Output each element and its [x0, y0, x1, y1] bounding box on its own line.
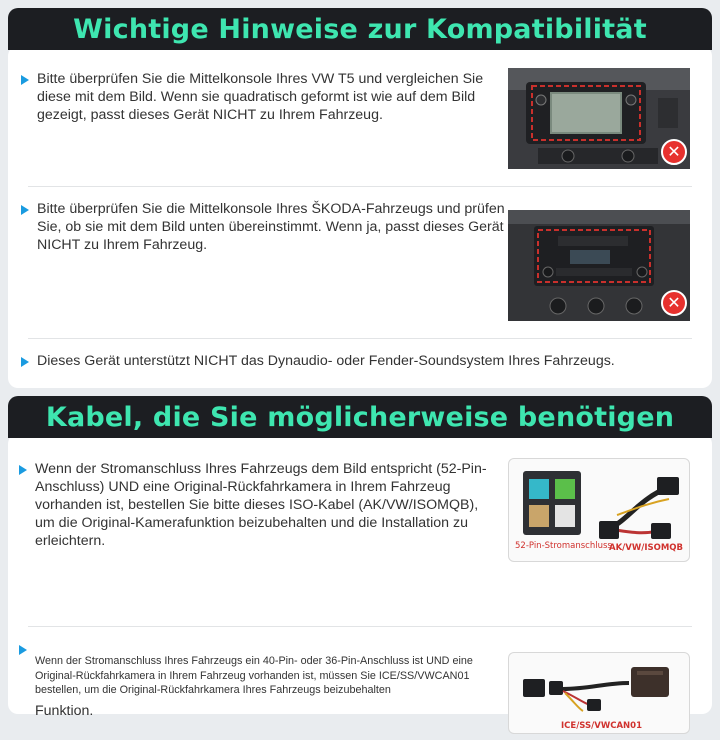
compatibility-panel	[8, 46, 712, 388]
cable-caption: AK/VW/ISOMQB	[608, 543, 683, 553]
item-text: Bitte überprüfen Sie die Mittelkonsole Ihres VW T5 und vergleichen Sie diese mit dem Bild. Wenn sie quadratisch geformt ist wie auf dem Bild gezeigt, passt dieses Gerät NICHT zu Ihrem Fahrzeug.	[37, 71, 484, 123]
bullet-arrow-icon	[21, 205, 29, 215]
item-text-continued: Funktion.	[35, 703, 94, 719]
list-item	[8, 640, 712, 740]
cables-section	[8, 396, 712, 731]
divider	[28, 338, 692, 339]
compatibility-banner	[8, 8, 712, 50]
section-title: Kabel, die Sie möglicherweise benötigen	[45, 401, 675, 433]
vw-t5-console-photo	[508, 68, 690, 169]
list-item	[8, 346, 712, 370]
item-text: Wenn der Stromanschluss Ihres Fahrzeugs dem Bild entspricht (52-Pin-Anschluss) UND eine Original-Rückfahrkamera in Ihrem Fahrzeug vorhanden ist, bestellen Sie bitte dieses ISO-Kabel (AK/VW/ISOMQB), um die Original-Kamerafunktion beizubehalten und die Installation zu erleichtern.	[35, 461, 487, 549]
divider	[28, 186, 692, 187]
cables-banner	[8, 396, 712, 438]
skoda-console-photo	[508, 210, 690, 321]
item-text: Dieses Gerät unterstützt NICHT das Dynaudio- oder Fender-Soundsystem Ihres Fahrzeugs.	[37, 353, 615, 369]
bullet-arrow-icon	[21, 75, 29, 85]
item-text: Wenn der Stromanschluss Ihres Fahrzeugs ein 40-Pin- oder 36-Pin-Anschluss ist UND eine Original-Rückfahrkamera in Ihrem Fahrzeug vorhanden ist, müssen Sie ICE/SS/VWCAN01 bestellen, um die Original-Rückfahrkamera Ihres Fahrzeugs beizubehalten	[35, 655, 473, 696]
divider	[28, 626, 692, 627]
canbus-cable-image	[508, 652, 690, 734]
item-text: Bitte überprüfen Sie die Mittelkonsole Ihres ŠKODA-Fahrzeugs und prüfen Sie, ob sie mit dem Bild unten übereinstimmt. Wenn ja, passt dieses Gerät NICHT zu Ihrem Fahrzeug.	[37, 201, 505, 253]
list-item	[8, 68, 712, 188]
connector-caption: 52-Pin-Stromanschluss	[515, 541, 612, 551]
red-x-icon: ✕	[661, 139, 687, 165]
red-x-icon: ✕	[661, 290, 687, 316]
section-title: Wichtige Hinweise zur Kompatibilität	[73, 13, 647, 45]
bullet-arrow-icon	[21, 357, 29, 367]
cables-panel	[8, 434, 712, 731]
bullet-arrow-icon	[19, 465, 27, 475]
bullet-arrow-icon	[19, 645, 27, 655]
list-item	[8, 198, 712, 318]
cable-caption: ICE/SS/VWCAN01	[561, 721, 642, 731]
iso-cable-image	[508, 458, 690, 562]
list-item	[8, 458, 712, 588]
compatibility-section	[8, 8, 712, 388]
